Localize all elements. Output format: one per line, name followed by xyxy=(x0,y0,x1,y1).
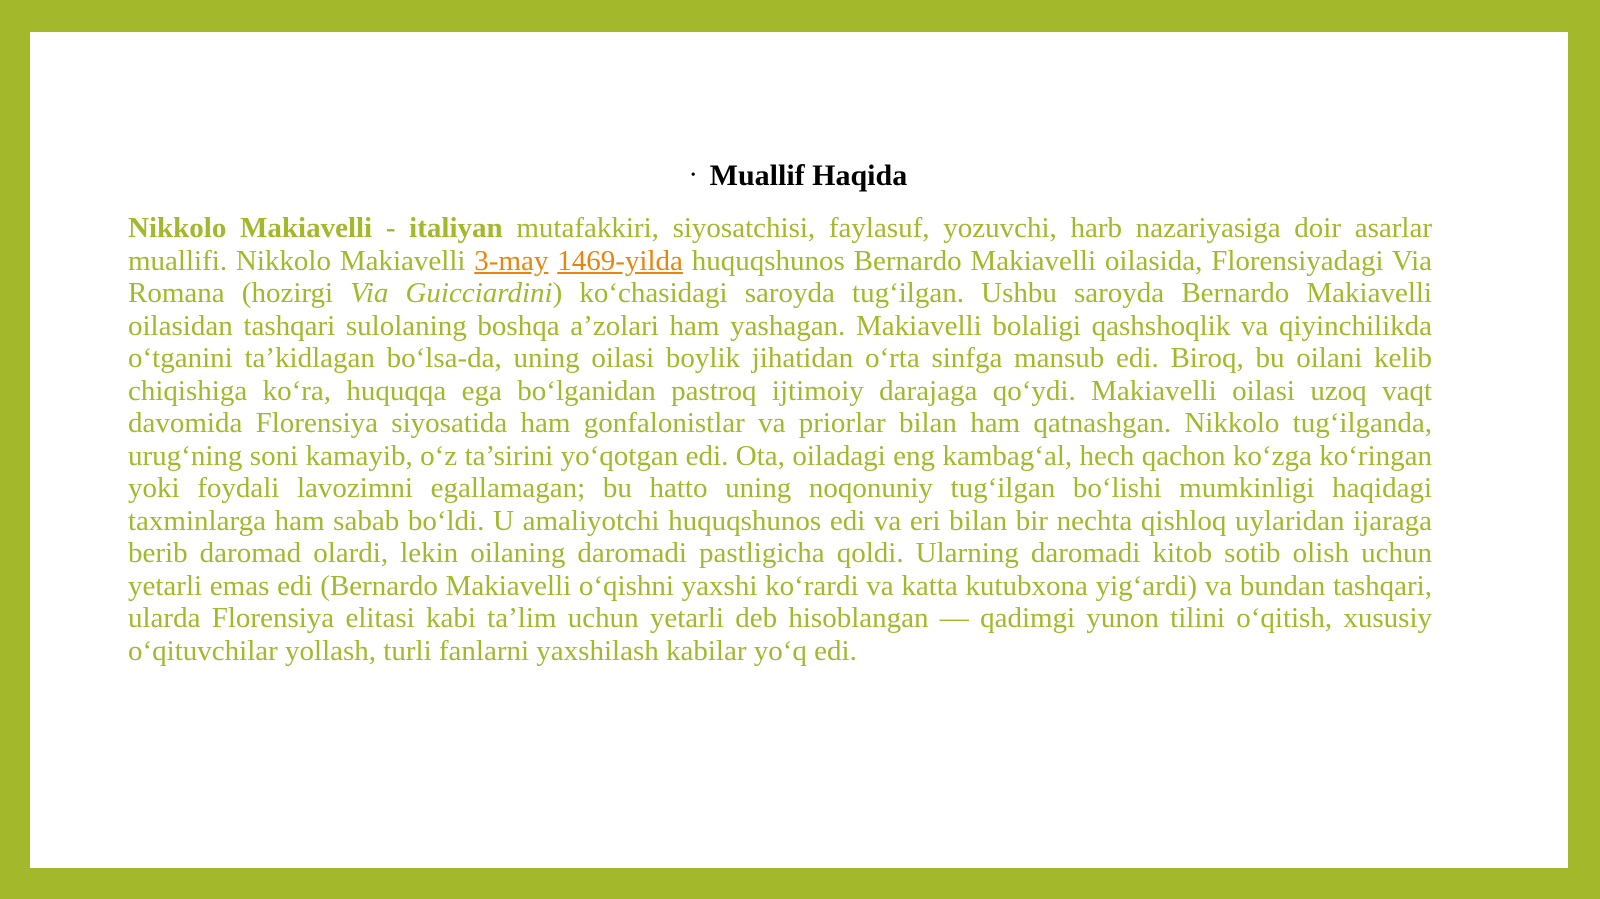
bullet-icon: • xyxy=(690,168,696,183)
link-separator xyxy=(548,245,557,277)
paragraph-lead: Nikkolo Makiavelli - italiyan xyxy=(128,212,503,244)
date-link-year[interactable]: 1469-yilda xyxy=(557,244,683,277)
paragraph-text-2: huquqshunos Bernardo Makiavelli oilasida, Florensiyadagi Via Romana (hozirgi xyxy=(128,244,1433,309)
paragraph-text-1: mutafakkiri, siyosatchisi, faylasuf, yozuvchi, harb nazariyasiga doir asarlar muallifi. Nikkolo Makiavelli xyxy=(128,212,1432,277)
slide-canvas xyxy=(30,32,1568,868)
date-link-day[interactable]: 3-may xyxy=(474,244,549,277)
slide-title: Muallif Haqida xyxy=(709,159,908,192)
street-name-italic: Via Guicciardini xyxy=(350,277,553,309)
body-paragraph xyxy=(128,212,1432,667)
slide-title-row xyxy=(30,156,1568,196)
paragraph-text-3: ) ko‘chasidagi saroyda tug‘ilgan. Ushbu saroyda Bernardo Makiavelli oilasidan tashqari sulolaning boshqa a’zolari ham yashagan. Makiavelli bolaligi qashshoqlik va qiyinchilikda o‘tganini ta’kidlagan bo‘lsa-da, uning oilasi boylik jihatidan o‘rta sinfga mansub edi. Biroq, bu oilani kelib chiqishiga ko‘ra, huquqqa ega bo‘lganidan pastroq ijtimoiy darajaga qo‘ydi. Makiavelli oilasi uzoq vaqt davomida Florensiya siyosatida ham gonfalonistlar va priorlar bilan ham qatnashgan. Nikkolo tug‘ilganda, urug‘ning soni kamayib, o‘z ta’sirini yo‘qotgan edi. Ota, oiladagi eng kambag‘al, hech qachon ko‘zga ko‘ringan yoki foydali lavozimni egallamagan; bu hatto uning noqonuniy tug‘ilgan bo‘lishi mumkinligi haqidagi taxminlarga ham sabab bo‘ldi. U amaliyotchi huquqshunos edi va eri bilan bir nechta qishloq uylaridan ijaraga berib daromad olardi, lekin oilaning daromadi pastligicha qoldi. Ularning daromadi kitob sotib olish uchun yetarli emas edi (Bernardo Makiavelli o‘qishni yaxshi ko‘rardi va katta kutubxona yig‘ardi) va bundan tashqari, ularda Florensiya elitasi kabi ta’lim uchun yetarli deb hisoblangan — qadimgi yunon tilini o‘qitish, xususiy o‘qituvchilar yollash, turli fanlarni yaxshilash kabilar yo‘q edi. xyxy=(128,277,1432,667)
